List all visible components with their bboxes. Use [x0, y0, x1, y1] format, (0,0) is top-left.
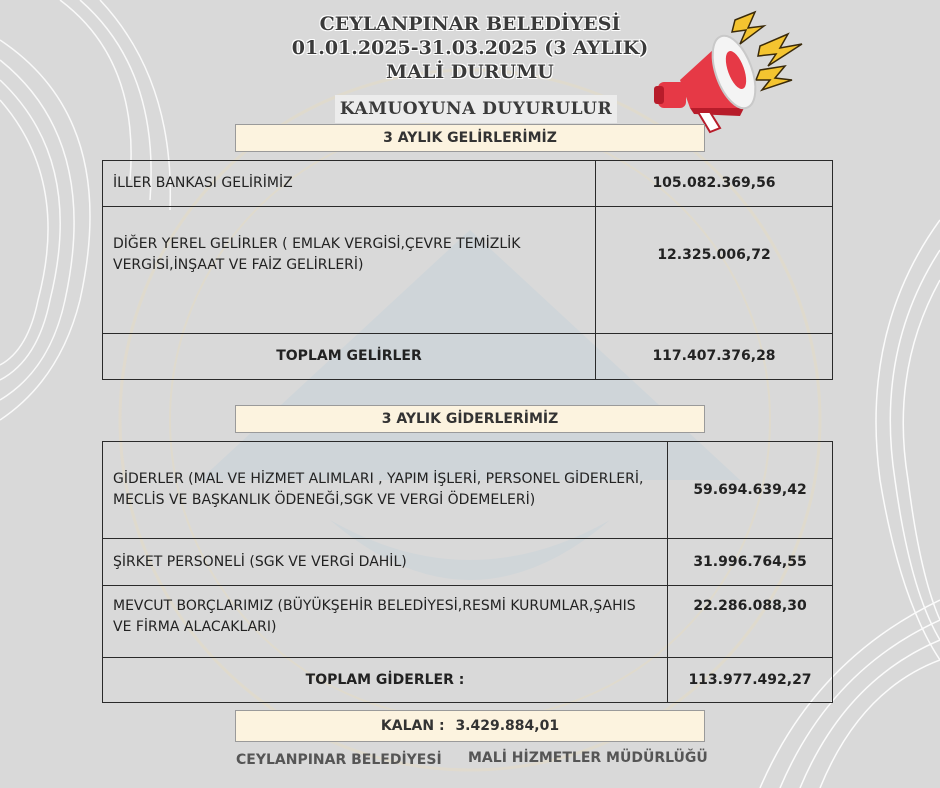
expense-label: GİDERLER (MAL VE HİZMET ALIMLARI , YAPIM İŞLERİ, PERSONEL GİDERLERİ, MECLİS VE BAŞKANLIK ÖDENEĞİ,SGK VE VERGİ ÖDEMELERİ) — [103, 442, 668, 539]
announcement-banner: KAMUOYUNA DUYURULUR — [335, 95, 617, 123]
expense-total-label: TOPLAM GİDERLER : — [103, 658, 668, 703]
expense-label: ŞİRKET PERSONELİ (SGK VE VERGİ DAHİL) — [103, 539, 668, 586]
income-total-value: 117.407.376,28 — [596, 334, 833, 380]
footer-org: CEYLANPINAR BELEDİYESİ — [236, 752, 442, 768]
table-row — [103, 586, 833, 658]
expense-value: 59.694.639,42 — [668, 442, 833, 539]
income-value: 105.082.369,56 — [596, 161, 833, 207]
balance-label: KALAN : — [380, 718, 445, 734]
title-line-2: 01.01.2025-31.03.2025 (3 AYLIK) — [291, 37, 649, 59]
expense-value: 31.996.764,55 — [668, 539, 833, 586]
table-row — [103, 539, 833, 586]
income-label: DİĞER YEREL GELİRLER ( EMLAK VERGİSİ,ÇEVRE TEMİZLİK VERGİSİ,İNŞAAT VE FAİZ GELİRLERİ) — [103, 207, 596, 334]
income-value: 12.325.006,72 — [596, 207, 833, 334]
balance-value: 3.429.884,01 — [455, 718, 560, 734]
table-row — [103, 207, 833, 334]
table-row — [103, 161, 833, 207]
footer-dept: MALİ HİZMETLER MÜDÜRLÜĞÜ — [468, 750, 708, 766]
expense-label: MEVCUT BORÇLARIMIZ (BÜYÜKŞEHİR BELEDİYESİ,RESMİ KURUMLAR,ŞAHIS VE FİRMA ALACAKLARI) — [103, 586, 668, 658]
title-line-3: MALİ DURUMU — [386, 61, 554, 83]
income-label: İLLER BANKASI GELİRİMİZ — [103, 161, 596, 207]
income-table — [102, 160, 833, 380]
table-row — [103, 442, 833, 539]
balance-box — [235, 710, 705, 742]
expense-value: 22.286.088,30 — [668, 586, 833, 658]
table-row-total — [103, 658, 833, 703]
expenses-section-header: 3 AYLIK GİDERLERİMİZ — [235, 405, 705, 433]
expenses-table — [102, 441, 833, 703]
table-row-total — [103, 334, 833, 380]
expense-total-value: 113.977.492,27 — [668, 658, 833, 703]
title-line-1: CEYLANPINAR BELEDİYESİ — [319, 13, 621, 35]
income-section-header: 3 AYLIK GELİRLERİMİZ — [235, 124, 705, 152]
income-total-label: TOPLAM GELİRLER — [103, 334, 596, 380]
